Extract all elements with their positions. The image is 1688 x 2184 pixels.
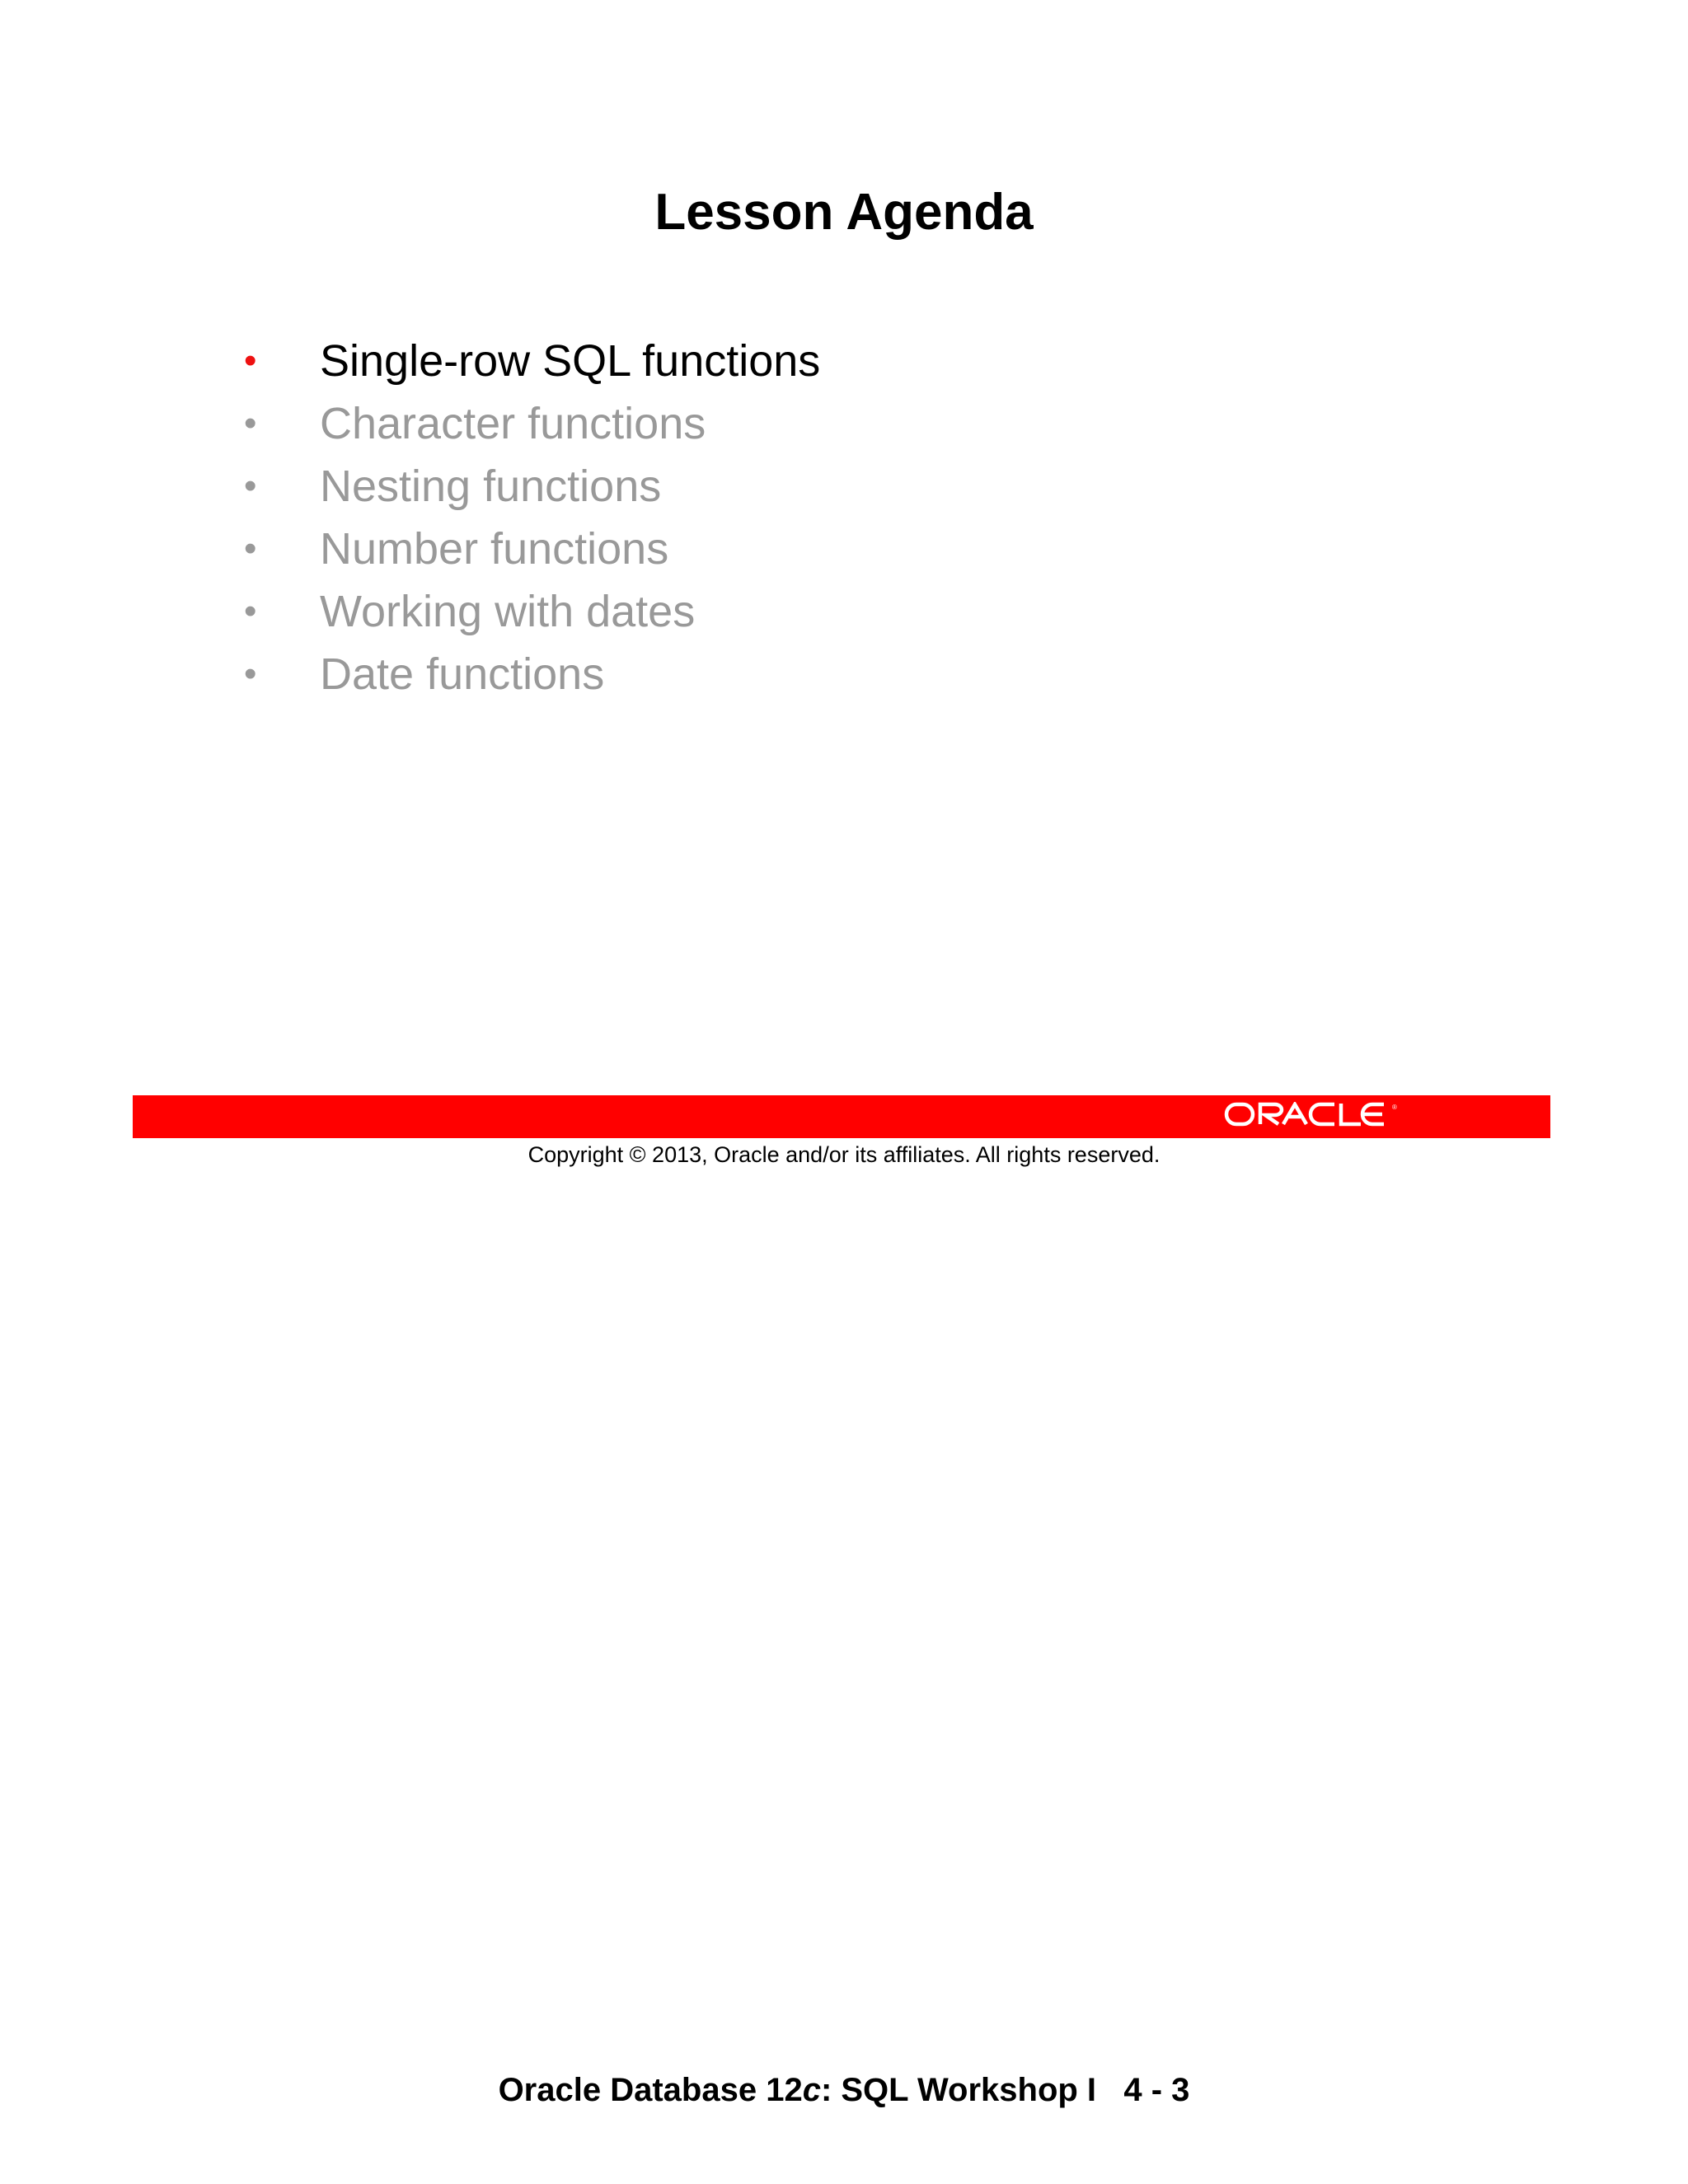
bullet-icon: • (244, 654, 257, 694)
bullet-icon: • (244, 591, 257, 631)
agenda-item-label: Nesting functions (320, 462, 662, 511)
copyright-notice: Copyright © 2013, Oracle and/or its affiliates. All rights reserved. (528, 1142, 1160, 1167)
agenda-item-label: Character functions (320, 399, 706, 448)
slide-title: Lesson Agenda (654, 184, 1034, 241)
page-footer (0, 2067, 1688, 2113)
footer-course-name: Oracle Database 12 (498, 2072, 803, 2108)
bullet-icon: • (244, 528, 257, 569)
footer-version-letter: c (802, 2072, 821, 2108)
oracle-logo (1224, 1102, 1402, 1132)
oracle-logo-icon (1224, 1102, 1402, 1127)
agenda-item-label: Number functions (320, 524, 669, 574)
agenda-item-label: Single-row SQL functions (320, 336, 821, 386)
agenda-item-label: Working with dates (320, 587, 696, 636)
agenda-item-label: Date functions (320, 649, 605, 699)
footer-page-number: : SQL Workshop I 4 - 3 (820, 2072, 1190, 2108)
svg-text:®: ® (1392, 1104, 1397, 1111)
bullet-icon: • (244, 340, 257, 381)
brand-bar (133, 1095, 1550, 1138)
bullet-icon: • (244, 466, 257, 506)
bullet-icon: • (244, 403, 257, 443)
